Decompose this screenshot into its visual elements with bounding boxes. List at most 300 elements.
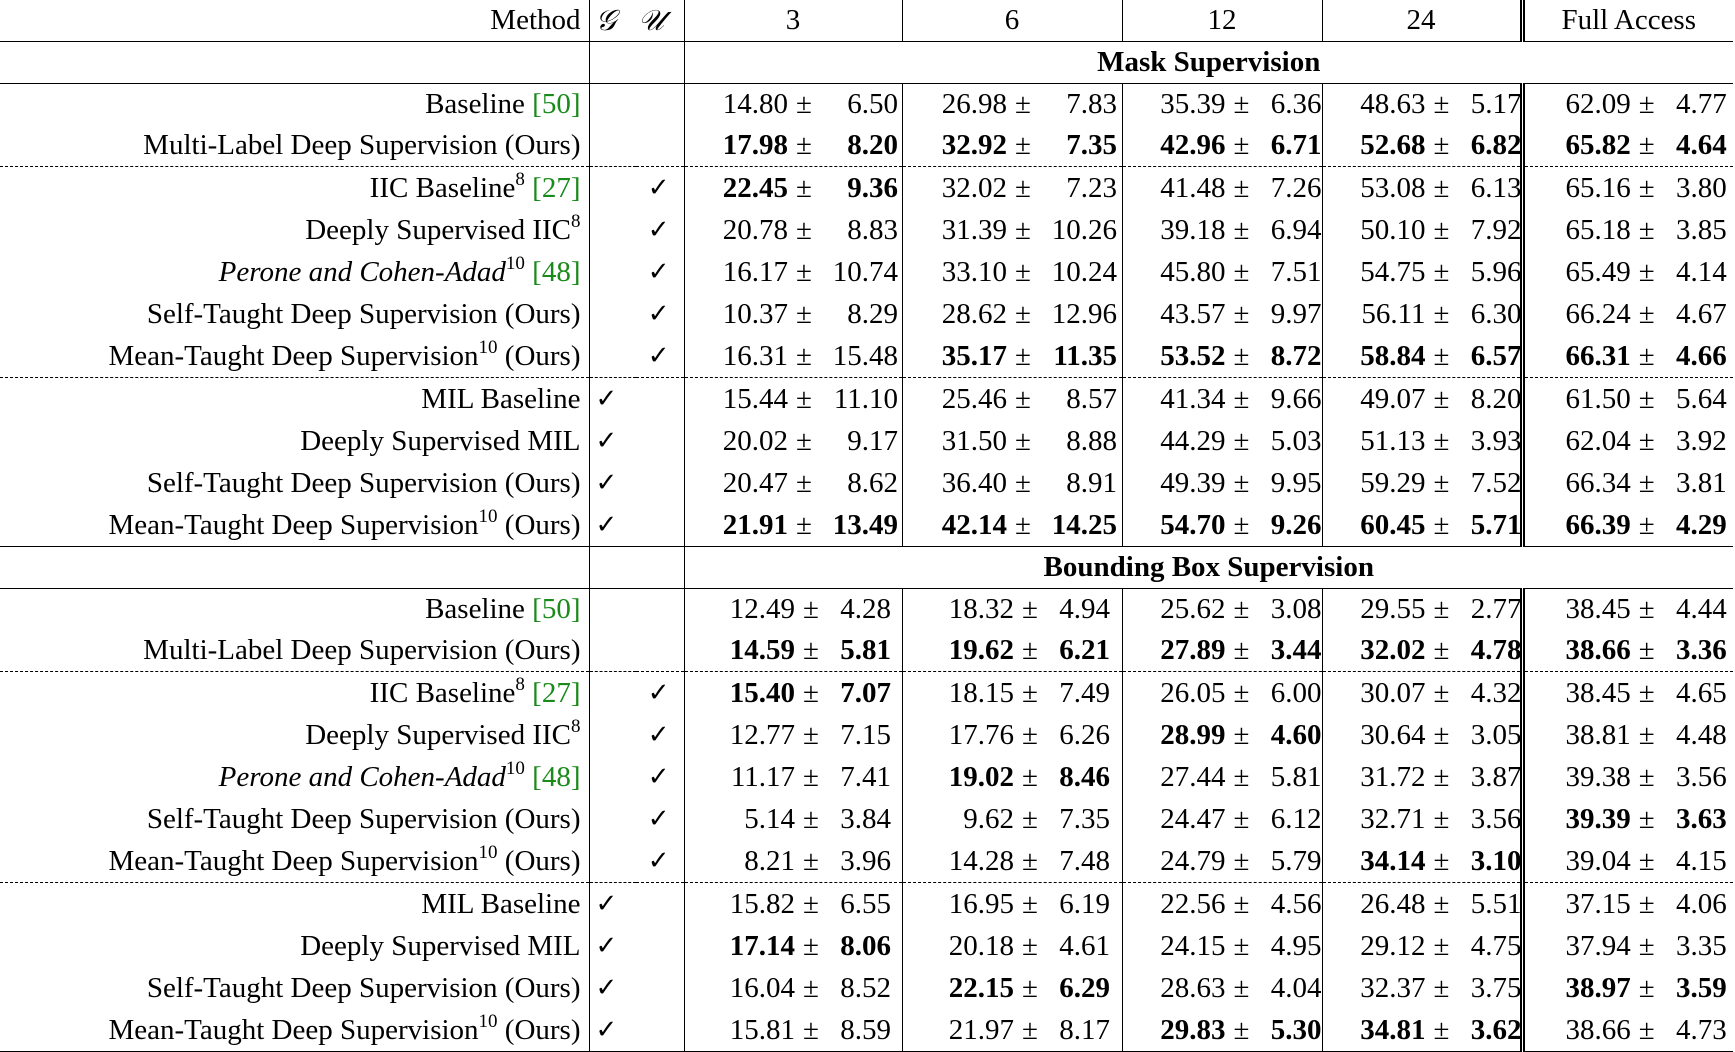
method-cell [0, 251, 589, 293]
value-cell [1122, 462, 1322, 504]
mean-value: 16.95 [948, 887, 1014, 920]
method-name: Self-Taught Deep Supervision (Ours) [146, 466, 581, 499]
u-check-cell [636, 967, 684, 1009]
mean-std-value [1531, 803, 1727, 835]
value-cell [902, 883, 1122, 926]
method-name: Self-Taught Deep Supervision (Ours) [146, 297, 581, 330]
method-name: Perone and Cohen-Adad [218, 760, 506, 793]
value-cell [684, 251, 902, 293]
plus-minus: ± [803, 844, 819, 877]
plus-minus: ± [796, 129, 812, 162]
checkmark-icon: ✓ [595, 1015, 618, 1046]
value-cell [902, 335, 1122, 378]
mean-value: 53.08 [1360, 171, 1426, 204]
plus-minus: ± [1433, 593, 1450, 626]
header-row [0, 0, 1733, 42]
value-cell [902, 167, 1122, 210]
std-value: 4.94 [1059, 593, 1110, 626]
value-cell [902, 840, 1122, 883]
mean-std-value [1126, 256, 1322, 288]
value-cell [902, 84, 1122, 126]
mean-value: 51.13 [1360, 424, 1426, 457]
mean-std-value [1326, 425, 1522, 457]
mean-std-value [907, 509, 1117, 541]
citation-link: [48] [532, 760, 581, 793]
mean-std-value [1126, 803, 1322, 835]
mean-value: 53.52 [1160, 339, 1226, 372]
mean-std-value [1326, 593, 1522, 625]
std-value: 4.67 [1676, 297, 1727, 330]
g-check-cell [589, 420, 636, 462]
mean-std-value [1326, 298, 1522, 330]
mean-std-value [1126, 761, 1322, 793]
plus-minus: ± [1022, 676, 1038, 709]
citation-link: [50] [532, 88, 581, 121]
mean-value: 16.17 [722, 255, 788, 288]
method-cell [0, 756, 589, 798]
plus-minus: ± [1638, 887, 1655, 920]
value-cell [684, 504, 902, 547]
g-check-cell [589, 335, 636, 378]
mean-std-value [1126, 467, 1322, 499]
mean-std-value [1126, 1014, 1322, 1046]
g-check-cell [589, 167, 636, 210]
mean-std-value [1531, 467, 1727, 499]
section-spacer [0, 547, 589, 589]
plus-minus: ± [1638, 593, 1655, 626]
method-name: Baseline [425, 593, 533, 626]
value-cell [902, 756, 1122, 798]
value-cell [1322, 504, 1522, 547]
mean-value: 58.84 [1360, 339, 1426, 372]
mean-std-value [688, 298, 898, 330]
std-value: 6.30 [1470, 297, 1522, 330]
value-cell [1322, 462, 1522, 504]
std-value: 4.61 [1059, 929, 1110, 962]
value-cell [1522, 589, 1733, 631]
mean-std-value [695, 593, 891, 625]
value-cell [1122, 925, 1322, 967]
std-value: 3.35 [1676, 929, 1727, 962]
mean-std-value [1326, 509, 1522, 541]
value-cell [684, 378, 902, 421]
mean-value: 59.29 [1360, 466, 1426, 499]
mean-value: 31.39 [941, 213, 1007, 246]
mean-std-value [1531, 214, 1727, 246]
plus-minus: ± [1015, 424, 1031, 457]
mean-std-value [1531, 888, 1727, 920]
mean-value: 15.44 [722, 382, 788, 415]
plus-minus: ± [1233, 129, 1250, 162]
mean-std-value [1126, 677, 1322, 709]
plus-minus: ± [1433, 297, 1450, 330]
mean-value: 38.45 [1565, 593, 1631, 626]
mean-value: 39.18 [1160, 213, 1226, 246]
method-cell [0, 209, 589, 251]
value-cell [684, 209, 902, 251]
value-cell [1522, 1009, 1733, 1052]
mean-value: 5.14 [744, 802, 795, 835]
value-cell [1122, 335, 1322, 378]
mean-std-value [1531, 930, 1727, 962]
std-value: 6.21 [1059, 634, 1110, 667]
table-row [0, 756, 1733, 798]
mean-value: 66.39 [1565, 508, 1631, 541]
table-row [0, 293, 1733, 335]
g-check-cell [589, 462, 636, 504]
std-value: 3.63 [1676, 802, 1727, 835]
mean-value: 45.80 [1160, 255, 1226, 288]
g-check-cell [589, 630, 636, 672]
mean-std-value [1126, 298, 1322, 330]
value-cell [1322, 335, 1522, 378]
value-cell [1322, 209, 1522, 251]
plus-minus: ± [1638, 88, 1655, 121]
mean-value: 42.96 [1160, 129, 1226, 162]
mean-value: 28.99 [1160, 718, 1226, 751]
value-cell [684, 840, 902, 883]
value-cell [684, 714, 902, 756]
mean-std-value [1326, 634, 1522, 666]
method-cell [0, 125, 589, 167]
std-value: 8.29 [847, 297, 898, 330]
table-row [0, 462, 1733, 504]
method-name: Deeply Supervised MIL [300, 424, 581, 457]
u-check-cell [636, 251, 684, 293]
value-cell [1522, 714, 1733, 756]
plus-minus: ± [1433, 424, 1450, 457]
std-value: 5.30 [1270, 1013, 1322, 1046]
method-cell [0, 420, 589, 462]
method-header: Method [0, 0, 589, 42]
mean-std-value [1531, 256, 1727, 288]
mean-value: 10.37 [722, 297, 788, 330]
value-cell [902, 504, 1122, 547]
mean-value: 27.89 [1160, 634, 1226, 667]
std-value: 9.95 [1270, 466, 1322, 499]
plus-minus: ± [1022, 718, 1038, 751]
plus-minus: ± [796, 297, 812, 330]
value-cell [1322, 84, 1522, 126]
std-value: 3.80 [1676, 171, 1727, 204]
plus-minus: ± [796, 88, 812, 121]
mean-std-value [914, 845, 1110, 877]
checkmark-icon: ✓ [595, 426, 618, 457]
u-check-cell [636, 925, 684, 967]
mean-std-value [688, 425, 898, 457]
value-cell [1522, 125, 1733, 167]
mean-std-value [1126, 172, 1322, 204]
mean-std-value [1126, 930, 1322, 962]
plus-minus: ± [1638, 508, 1655, 541]
std-value: 15.48 [832, 339, 898, 372]
value-cell [1322, 1009, 1522, 1052]
table-row [0, 714, 1733, 756]
method-cell [0, 1009, 589, 1052]
method-name: Mean-Taught Deep Supervision [108, 508, 479, 541]
mean-std-value [1126, 634, 1322, 666]
u-check-cell [636, 630, 684, 672]
plus-minus: ± [1022, 593, 1038, 626]
value-cell [902, 251, 1122, 293]
mean-value: 60.45 [1360, 508, 1426, 541]
value-cell [684, 967, 902, 1009]
value-cell [684, 630, 902, 672]
value-cell [1122, 840, 1322, 883]
std-value: 8.20 [847, 129, 898, 162]
mean-value: 34.81 [1360, 1013, 1426, 1046]
value-cell [1122, 504, 1322, 547]
mean-value: 54.70 [1160, 508, 1226, 541]
mean-value: 37.94 [1565, 929, 1631, 962]
mean-std-value [907, 425, 1117, 457]
std-value: 9.36 [847, 171, 898, 204]
g-column-header: 𝒢 [589, 0, 636, 42]
value-cell [1522, 630, 1733, 672]
mean-std-value [907, 256, 1117, 288]
mean-std-value [1126, 383, 1322, 415]
table-row [0, 589, 1733, 631]
method-cell [0, 167, 589, 210]
value-cell [902, 714, 1122, 756]
plus-minus: ± [1022, 634, 1038, 667]
method-name: Mean-Taught Deep Supervision [108, 339, 479, 372]
mean-std-value [1126, 593, 1322, 625]
plus-minus: ± [1638, 844, 1655, 877]
std-value: 3.81 [1676, 466, 1727, 499]
std-value: 11.10 [833, 382, 898, 415]
std-value: 3.59 [1676, 971, 1727, 1004]
mean-value: 49.07 [1360, 382, 1426, 415]
value-cell [1322, 840, 1522, 883]
std-value: 7.15 [840, 718, 891, 751]
mean-value: 20.18 [948, 929, 1014, 962]
plus-minus: ± [1233, 802, 1250, 835]
std-value: 4.95 [1270, 929, 1322, 962]
mean-std-value [914, 719, 1110, 751]
col-header-full-access: Full Access [1522, 0, 1733, 42]
checkmark-icon: ✓ [595, 973, 618, 1004]
plus-minus: ± [1015, 508, 1031, 541]
plus-minus: ± [1022, 802, 1038, 835]
u-check-cell [636, 840, 684, 883]
u-check-cell [636, 84, 684, 126]
value-cell [1522, 798, 1733, 840]
std-value: 3.93 [1470, 424, 1522, 457]
mean-std-value [914, 634, 1110, 666]
std-value: 13.49 [832, 508, 898, 541]
plus-minus: ± [1022, 760, 1038, 793]
std-value: 6.13 [1470, 171, 1522, 204]
mean-value: 38.66 [1565, 1013, 1631, 1046]
std-value: 9.26 [1270, 508, 1322, 541]
mean-std-value [688, 129, 898, 161]
section-spacer [589, 547, 684, 589]
col-header-24: 24 [1322, 0, 1522, 42]
g-check-cell [589, 756, 636, 798]
mean-value: 22.45 [722, 171, 788, 204]
mean-std-value [688, 509, 898, 541]
mean-value: 32.02 [1360, 634, 1426, 667]
mean-value: 31.50 [941, 424, 1007, 457]
g-check-cell [589, 378, 636, 421]
mean-value: 41.34 [1160, 382, 1226, 415]
method-name: IIC Baseline [369, 171, 516, 204]
mean-value: 25.62 [1160, 593, 1226, 626]
mean-value: 27.44 [1160, 760, 1226, 793]
std-value: 4.06 [1676, 887, 1727, 920]
mean-value: 14.59 [729, 634, 795, 667]
std-value: 4.75 [1470, 929, 1522, 962]
value-cell [684, 420, 902, 462]
plus-minus: ± [1233, 676, 1250, 709]
std-value: 7.07 [840, 676, 891, 709]
method-name: Self-Taught Deep Supervision (Ours) [146, 971, 581, 1004]
std-value: 5.79 [1270, 844, 1322, 877]
plus-minus: ± [1015, 88, 1031, 121]
mean-value: 17.76 [948, 718, 1014, 751]
plus-minus: ± [1233, 929, 1250, 962]
mean-std-value [1531, 761, 1727, 793]
mean-std-value [1326, 467, 1522, 499]
std-value: 14.25 [1051, 508, 1117, 541]
plus-minus: ± [1433, 887, 1450, 920]
mean-std-value [1326, 803, 1522, 835]
mean-std-value [1126, 509, 1322, 541]
u-check-cell [636, 167, 684, 210]
mean-value: 17.98 [722, 129, 788, 162]
mean-value: 35.39 [1160, 88, 1226, 121]
plus-minus: ± [1638, 634, 1655, 667]
method-name: IIC Baseline [369, 676, 516, 709]
u-check-cell [636, 798, 684, 840]
plus-minus: ± [1433, 508, 1450, 541]
mean-std-value [1126, 340, 1322, 372]
plus-minus: ± [1015, 339, 1031, 372]
std-value: 4.64 [1676, 129, 1727, 162]
plus-minus: ± [1015, 129, 1031, 162]
mean-value: 37.15 [1565, 887, 1631, 920]
mean-value: 26.98 [941, 88, 1007, 121]
plus-minus: ± [1638, 929, 1655, 962]
mean-std-value [1531, 383, 1727, 415]
mean-std-value [1326, 214, 1522, 246]
value-cell [902, 925, 1122, 967]
value-cell [684, 883, 902, 926]
mean-std-value [1326, 677, 1522, 709]
method-cell [0, 504, 589, 547]
mean-value: 43.57 [1160, 297, 1226, 330]
plus-minus: ± [1638, 718, 1655, 751]
std-value: 8.06 [840, 929, 891, 962]
method-name: Mean-Taught Deep Supervision [108, 844, 479, 877]
value-cell [1122, 84, 1322, 126]
plus-minus: ± [1233, 887, 1250, 920]
g-check-cell [589, 672, 636, 715]
mean-value: 29.12 [1360, 929, 1426, 962]
std-value: 8.46 [1059, 760, 1110, 793]
mean-value: 28.62 [941, 297, 1007, 330]
std-value: 3.08 [1270, 593, 1322, 626]
std-value: 6.26 [1059, 718, 1110, 751]
method-suffix: (Ours) [497, 339, 581, 372]
plus-minus: ± [803, 676, 819, 709]
std-value: 5.96 [1470, 255, 1522, 288]
mean-std-value [914, 761, 1110, 793]
std-value: 4.29 [1676, 508, 1727, 541]
plus-minus: ± [1638, 213, 1655, 246]
std-value: 3.87 [1470, 760, 1522, 793]
method-cell [0, 883, 589, 926]
std-value: 4.56 [1270, 887, 1322, 920]
mean-std-value [688, 256, 898, 288]
plus-minus: ± [1433, 802, 1450, 835]
mean-value: 14.28 [948, 844, 1014, 877]
plus-minus: ± [803, 1013, 819, 1046]
table-row [0, 84, 1733, 126]
std-value: 4.14 [1676, 255, 1727, 288]
std-value: 7.83 [1066, 88, 1117, 121]
g-check-cell [589, 84, 636, 126]
mean-value: 25.46 [941, 382, 1007, 415]
method-superscript: 8 [571, 715, 581, 737]
plus-minus: ± [1233, 760, 1250, 793]
mean-std-value [1326, 930, 1522, 962]
value-cell [1322, 630, 1522, 672]
mean-std-value [1326, 129, 1522, 161]
mean-value: 65.82 [1565, 129, 1631, 162]
citation-link: [27] [532, 676, 581, 709]
std-value: 4.66 [1676, 339, 1727, 372]
plus-minus: ± [1638, 466, 1655, 499]
checkmark-icon: ✓ [647, 804, 670, 835]
mean-value: 49.39 [1160, 466, 1226, 499]
mean-std-value [1531, 845, 1727, 877]
std-value: 9.97 [1270, 297, 1322, 330]
g-check-cell [589, 798, 636, 840]
citation-link: [48] [532, 255, 581, 288]
mean-std-value [1126, 972, 1322, 1004]
mean-std-value [907, 467, 1117, 499]
plus-minus: ± [803, 929, 819, 962]
g-check-cell [589, 883, 636, 926]
mean-value: 38.45 [1565, 676, 1631, 709]
method-cell [0, 378, 589, 421]
std-value: 8.59 [840, 1013, 891, 1046]
plus-minus: ± [796, 466, 812, 499]
mean-value: 38.81 [1565, 718, 1631, 751]
plus-minus: ± [1638, 676, 1655, 709]
value-cell [1322, 589, 1522, 631]
u-check-cell [636, 209, 684, 251]
method-name: Multi-Label Deep Supervision (Ours) [143, 129, 581, 162]
plus-minus: ± [1233, 339, 1250, 372]
mean-std-value [695, 677, 891, 709]
std-value: 6.29 [1059, 971, 1110, 1004]
u-check-cell [636, 589, 684, 631]
table-row [0, 630, 1733, 672]
mean-std-value [695, 972, 891, 1004]
std-value: 7.23 [1066, 171, 1117, 204]
mean-value: 8.21 [744, 844, 795, 877]
plus-minus: ± [796, 213, 812, 246]
mean-value: 11.17 [730, 760, 795, 793]
mean-value: 32.92 [941, 129, 1007, 162]
table-row [0, 335, 1733, 378]
citation-link: [50] [532, 593, 581, 626]
std-value: 5.17 [1470, 88, 1522, 121]
std-value: 7.35 [1066, 129, 1117, 162]
